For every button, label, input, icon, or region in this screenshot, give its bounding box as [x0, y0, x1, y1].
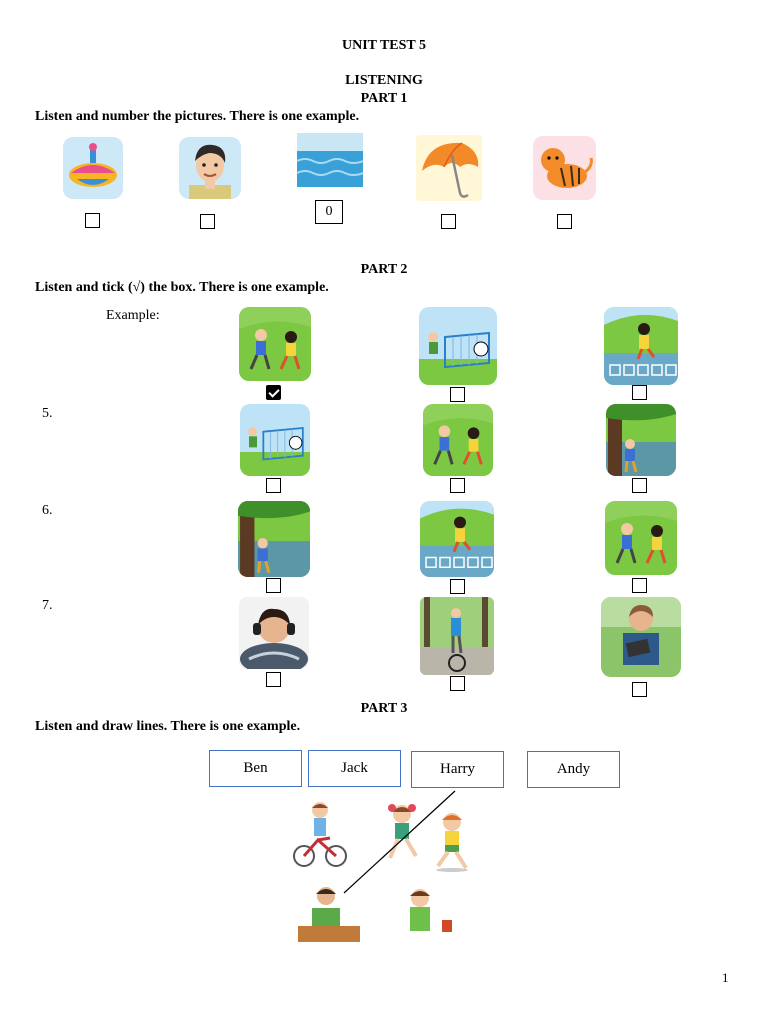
q6-checkbox-2[interactable]	[450, 579, 465, 594]
name-box-andy[interactable]: Andy	[527, 751, 620, 788]
example-checkbox-2[interactable]	[450, 387, 465, 402]
boy-running-picture	[426, 810, 478, 872]
part1-example-number: 0	[315, 200, 343, 224]
q7-checkbox-2[interactable]	[450, 676, 465, 691]
part1-title: PART 1	[360, 91, 408, 106]
q6-option-3	[605, 501, 677, 575]
example-option-3	[604, 307, 678, 385]
boy-eating-picture	[398, 886, 458, 942]
q7-option-2	[420, 597, 494, 675]
sea-picture	[297, 133, 363, 187]
umbrella-picture	[416, 135, 482, 201]
boy-reading-picture	[298, 884, 360, 942]
spinning-top-picture	[63, 137, 123, 199]
section-title: LISTENING	[345, 73, 423, 88]
part1-box-4[interactable]	[441, 214, 456, 229]
part1-instruction: Listen and number the pictures. There is one example.	[35, 109, 360, 124]
name-box-jack[interactable]: Jack	[308, 750, 401, 787]
name-box-harry[interactable]: Harry	[411, 751, 504, 788]
example-checkbox-ticked[interactable]	[266, 385, 281, 400]
question-7-label: 7.	[42, 598, 53, 613]
girl-running-picture	[376, 802, 426, 864]
page-number: 1	[722, 970, 729, 985]
part1-box-1[interactable]	[85, 213, 100, 228]
q5-checkbox-3[interactable]	[632, 478, 647, 493]
name-box-ben[interactable]: Ben	[209, 750, 302, 787]
q7-option-3	[601, 597, 681, 677]
part1-box-5[interactable]	[557, 214, 572, 229]
tiger-picture	[533, 136, 596, 200]
example-option-2	[419, 307, 497, 385]
q5-option-2	[423, 404, 493, 476]
q6-checkbox-1[interactable]	[266, 578, 281, 593]
q7-checkbox-1[interactable]	[266, 672, 281, 687]
man-picture	[179, 137, 241, 199]
q6-option-2	[420, 501, 494, 577]
part3-title: PART 3	[360, 701, 408, 716]
part1-box-2[interactable]	[200, 214, 215, 229]
q7-option-1	[239, 597, 309, 669]
question-5-label: 5.	[42, 406, 53, 421]
q5-option-3	[606, 404, 676, 476]
unit-title: UNIT TEST 5	[341, 38, 427, 53]
q6-option-1	[238, 501, 310, 577]
q5-checkbox-2[interactable]	[450, 478, 465, 493]
part2-instruction: Listen and tick (√) the box. There is one example.	[35, 280, 329, 295]
question-6-label: 6.	[42, 503, 53, 518]
q6-checkbox-3[interactable]	[632, 578, 647, 593]
q5-checkbox-1[interactable]	[266, 478, 281, 493]
example-option-1	[239, 307, 311, 381]
example-checkbox-3[interactable]	[632, 385, 647, 400]
example-label: Example:	[106, 308, 160, 323]
part3-instruction: Listen and draw lines. There is one example.	[35, 719, 301, 734]
boy-cycling-picture	[290, 800, 350, 870]
q7-checkbox-3[interactable]	[632, 682, 647, 697]
q5-option-1	[240, 404, 310, 476]
part2-title: PART 2	[360, 262, 408, 277]
